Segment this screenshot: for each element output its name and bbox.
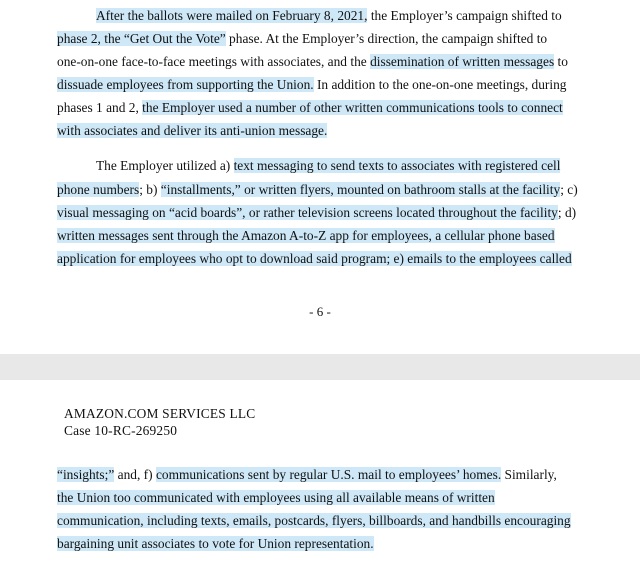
highlighted-text: communication, including texts, emails, postcards, flyers, billboards, and handbills encouraging xyxy=(57,513,571,528)
case-number: Case 10-RC-269250 xyxy=(64,423,178,438)
highlighted-text: text messaging to send texts to associates with registered cell xyxy=(233,158,561,173)
text-segment: and, f) xyxy=(114,467,156,482)
highlighted-text: “insights;” xyxy=(57,467,115,482)
text-line xyxy=(57,226,555,245)
text-segment: one-on-one face-to-face meetings with associates, and the xyxy=(57,54,371,69)
text-line xyxy=(57,121,327,140)
highlighted-text: dissuade employees from supporting the Union. xyxy=(57,77,314,92)
text-segment: In addition to the one-on-one meetings, during xyxy=(313,77,567,92)
text-segment: the Employer’s campaign shifted to xyxy=(367,8,562,23)
text-segment: Similarly, xyxy=(501,467,557,482)
highlighted-text: phase 2, the “Get Out the Vote” xyxy=(57,31,226,46)
text-line xyxy=(57,52,568,71)
text-line xyxy=(57,488,495,507)
text-segment: ; b) xyxy=(139,182,161,197)
page-number: - 6 - xyxy=(309,304,331,319)
highlighted-text: “installments,” or written flyers, mounted on bathroom stalls at the facility xyxy=(160,182,561,197)
document-page-bottom xyxy=(0,380,640,564)
page-separator xyxy=(0,354,640,380)
highlighted-text: communications sent by regular U.S. mail to employees’ homes. xyxy=(155,467,502,482)
text-line xyxy=(57,180,578,199)
highlighted-text: application for employees who opt to download said program; e) emails to the employees called xyxy=(57,251,572,266)
highlighted-text: phone numbers xyxy=(57,182,140,197)
text-segment: to xyxy=(554,54,568,69)
text-segment: The Employer utilized a) xyxy=(96,158,234,173)
highlighted-text: After the ballots were mailed on February 8, 2021, xyxy=(96,8,368,23)
highlighted-text: written messages sent through the Amazon A-to-Z app for employees, a cellular phone based xyxy=(57,228,555,243)
highlighted-text: visual messaging on “acid boards”, or rather television screens located throughout the facility xyxy=(57,205,558,220)
company-name: AMAZON.COM SERVICES LLC xyxy=(64,406,256,421)
highlighted-text: dissemination of written messages xyxy=(370,54,555,69)
highlighted-text: bargaining unit associates to vote for Union representation. xyxy=(57,536,374,551)
text-line xyxy=(57,29,547,48)
text-line xyxy=(57,511,571,530)
highlighted-text: the Employer used a number of other written communications tools to connect xyxy=(142,100,563,115)
text-line xyxy=(96,6,562,25)
text-line xyxy=(57,98,563,117)
text-line xyxy=(57,203,576,222)
highlighted-text: the Union too communicated with employees using all available means of written xyxy=(57,490,495,505)
text-segment: phase. At the Employer’s direction, the campaign shifted to xyxy=(225,31,548,46)
text-line xyxy=(57,534,374,553)
text-segment: phases 1 and 2, xyxy=(57,100,143,115)
text-line xyxy=(57,75,567,94)
text-line xyxy=(57,465,557,484)
text-segment: ; c) xyxy=(560,182,578,197)
text-segment: ; d) xyxy=(557,205,577,220)
text-line xyxy=(57,249,572,268)
highlighted-text: with associates and deliver its anti-union message. xyxy=(57,123,328,138)
text-line xyxy=(96,156,560,175)
